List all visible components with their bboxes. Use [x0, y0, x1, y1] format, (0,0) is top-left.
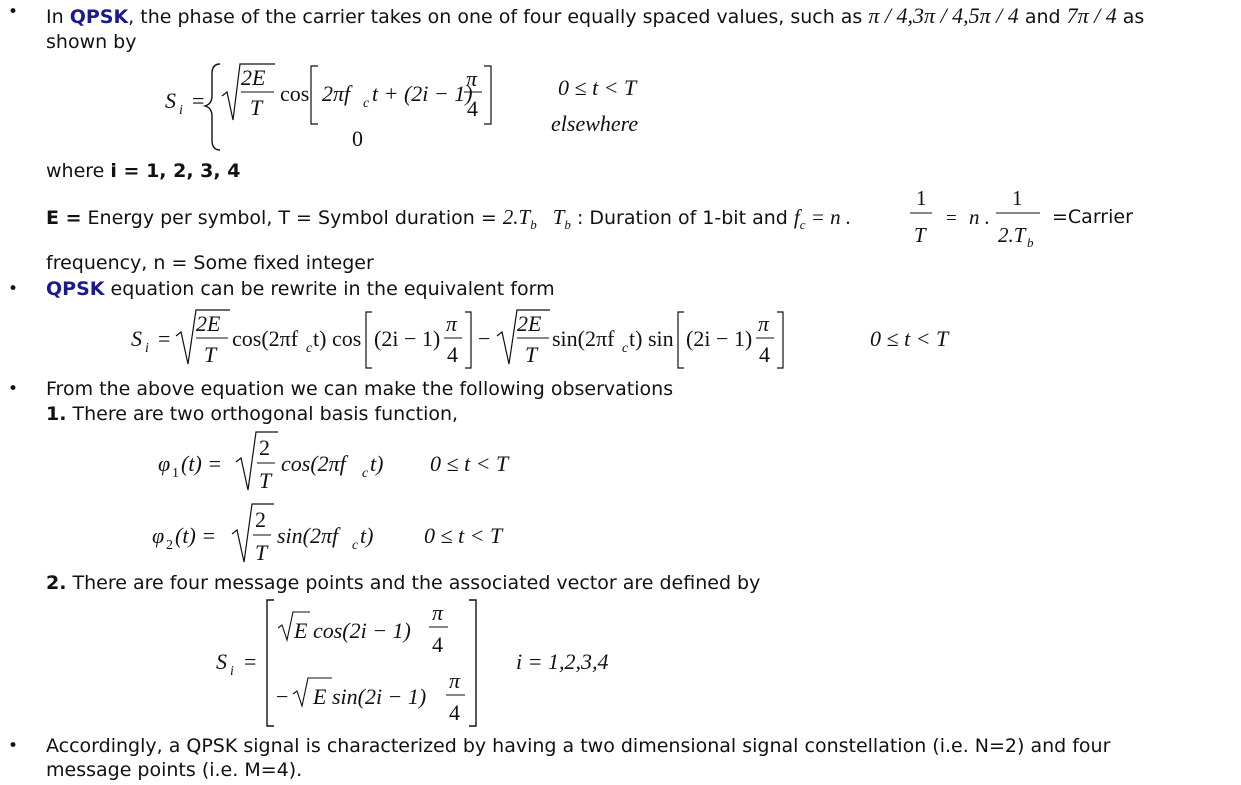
svg-text:sin(2πf: sin(2πf [277, 523, 339, 548]
svg-text:c: c [352, 538, 359, 553]
svg-text:2.T: 2.T [998, 223, 1026, 247]
svg-text:2: 2 [255, 507, 266, 532]
svg-text:1: 1 [1012, 186, 1023, 210]
paragraph-qpsk-intro-line2: shown by [46, 31, 137, 53]
svg-text:4: 4 [467, 96, 478, 121]
svg-text:4: 4 [449, 700, 460, 725]
svg-text:4: 4 [432, 632, 443, 657]
svg-text:=: = [244, 649, 257, 674]
where-line: where i = 1, 2, 3, 4 [46, 160, 241, 182]
svg-text:S: S [216, 649, 227, 674]
svg-text:=: = [946, 208, 957, 229]
svg-text:4: 4 [759, 342, 770, 367]
frequency-line: frequency, n = Some fixed integer [46, 252, 374, 274]
paragraph-constellation-line1: Accordingly, a QPSK signal is characterized by having a two dimensional signal constellation (i.e. N=2) and four [46, 735, 1111, 757]
eq1-den: T [250, 95, 263, 120]
phase-values: π / 4,3π / 4,5π / 4 [868, 3, 1019, 28]
eq1-fn: cos [280, 81, 310, 106]
svg-text:2: 2 [166, 538, 173, 553]
svg-text:t) cos: t) cos [313, 326, 362, 351]
eq1-sqrt [222, 64, 275, 120]
svg-text:4: 4 [447, 342, 458, 367]
eq1-lhs: S [165, 88, 176, 113]
svg-text:S: S [131, 326, 142, 351]
svg-text:−: − [276, 684, 289, 709]
bullet-3: • [8, 379, 19, 399]
bullet-1: • [8, 2, 19, 22]
svg-text:1: 1 [916, 186, 927, 210]
svg-text:i = 1,2,3,4: i = 1,2,3,4 [516, 649, 609, 674]
svg-text:T: T [259, 468, 272, 493]
svg-text:i: i [145, 341, 149, 356]
svg-text:n .: n . [969, 205, 990, 229]
svg-text:1: 1 [172, 466, 179, 481]
svg-text:2E: 2E [196, 311, 221, 336]
svg-text:c: c [306, 341, 313, 356]
svg-text:φ: φ [152, 523, 165, 548]
svg-text:b: b [1027, 235, 1034, 250]
svg-text:t) sin: t) sin [629, 326, 674, 351]
svg-text:E cos(2i − 1): E cos(2i − 1) [294, 618, 411, 643]
bullet-2: • [8, 279, 19, 299]
svg-text:E sin(2i − 1): E sin(2i − 1) [313, 684, 427, 709]
svg-text:2E: 2E [517, 311, 542, 336]
eq1-elsewhere: elsewhere [551, 111, 639, 136]
svg-text:cos(2πf: cos(2πf [281, 451, 346, 476]
svg-text:−: − [478, 326, 491, 351]
svg-text:φ: φ [158, 451, 171, 476]
svg-text:(2i − 1): (2i − 1) [374, 326, 441, 351]
svg-text:2: 2 [259, 435, 270, 460]
svg-text:π: π [446, 311, 458, 336]
svg-text:T: T [525, 342, 538, 367]
paragraph-observations: From the above equation we can make the following observations [46, 378, 674, 400]
svg-text:t): t) [360, 523, 374, 548]
svg-text:T: T [204, 342, 217, 367]
bullet-4: • [8, 736, 19, 756]
svg-text:sin(2πf: sin(2πf [552, 326, 615, 351]
paragraph-qpsk-intro: In QPSK, the phase of the carrier takes on one of four equally spaced values, such as π / 4,3π / 4,5π / 4 and 7π / 4 as [46, 3, 1145, 28]
paragraph-constellation-line2: message points (i.e. M=4). [46, 759, 303, 781]
svg-text:0 ≤ t < T: 0 ≤ t < T [870, 326, 949, 351]
svg-text:(t) =: (t) = [181, 451, 223, 476]
svg-text:i: i [230, 664, 234, 679]
svg-text:t): t) [370, 451, 384, 476]
observation-1: 1. There are two orthogonal basis function, [46, 403, 459, 425]
svg-text:0 ≤ t < T: 0 ≤ t < T [424, 523, 503, 548]
eq1-brace [205, 64, 220, 150]
phase-last: 7π / 4 [1066, 3, 1117, 28]
svg-text:(t) =: (t) = [175, 523, 217, 548]
svg-text:c: c [363, 96, 370, 111]
eq1-lhs-sub: i [179, 103, 183, 118]
svg-text:π: π [466, 66, 478, 91]
svg-text:c: c [622, 341, 629, 356]
svg-text:π: π [432, 600, 444, 625]
svg-text:=: = [158, 326, 171, 351]
observation-2: 2. There are four message points and the associated vector are defined by [46, 572, 761, 594]
svg-text:T: T [255, 540, 268, 565]
svg-text:cos(2πf: cos(2πf [232, 326, 299, 351]
eq1-equals: = [192, 88, 205, 113]
svg-text:π: π [449, 668, 461, 693]
carrier-label: =Carrier [1052, 206, 1133, 228]
eq1-zero: 0 [352, 126, 363, 151]
svg-text:0 ≤ t < T: 0 ≤ t < T [430, 451, 509, 476]
svg-text:t + (2i − 1): t + (2i − 1) [372, 81, 473, 106]
svg-text:π: π [758, 311, 770, 336]
svg-text:c: c [362, 466, 369, 481]
eq1-num: 2E [241, 65, 266, 90]
eq1-cond: 0 ≤ t < T [558, 75, 637, 100]
paragraph-equivalent-form: QPSK equation can be rewrite in the equivalent form [46, 278, 555, 300]
keyword-qpsk: QPSK [69, 6, 129, 28]
svg-text:T: T [914, 223, 926, 247]
eq1-arg: 2πf [322, 81, 351, 106]
definitions-line: E = Energy per symbol, T = Symbol duration = $2.T_b$ $T_b$ : Duration of 1-bit and $f_c = n$ . [46, 205, 852, 232]
svg-text:(2i − 1): (2i − 1) [686, 326, 753, 351]
